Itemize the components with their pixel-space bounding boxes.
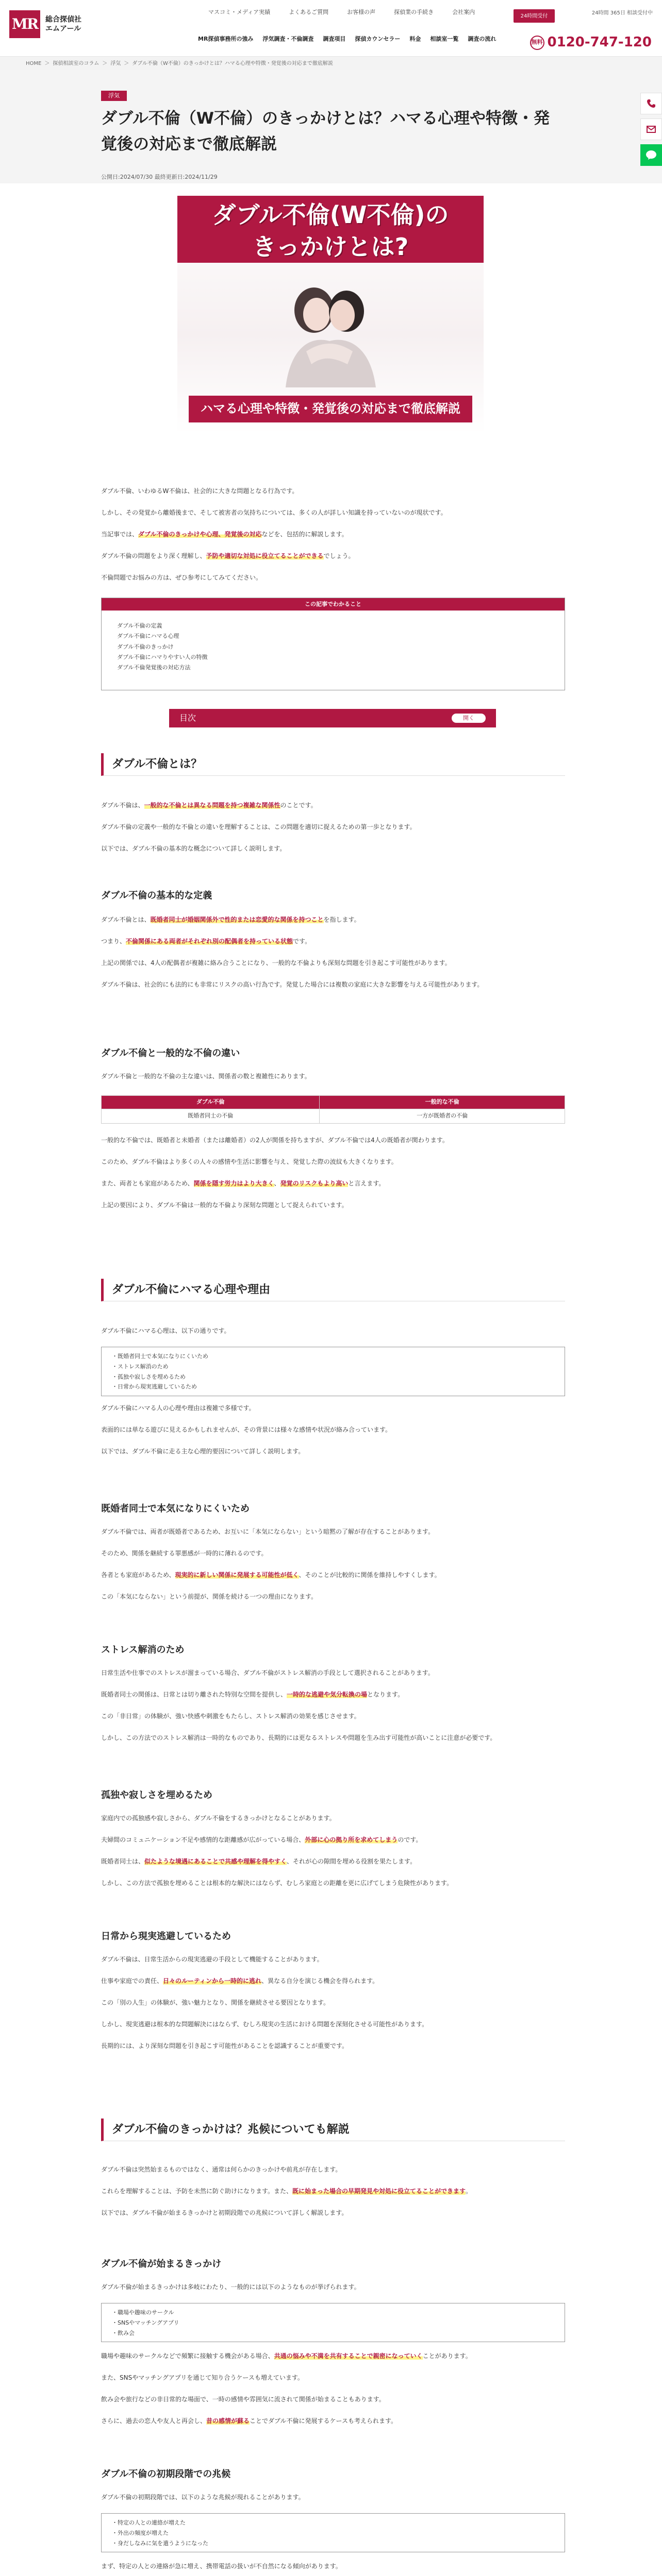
toc-bar[interactable] — [169, 709, 496, 727]
paragraph: 既婚者同士の関係は、日常とは切り離された特別な空間を提供し、一時的な逃避や気分転換の場となります。 — [101, 1691, 404, 1698]
phone-number[interactable] — [530, 30, 652, 55]
list-item: ・ 外出の頻度が増えた — [112, 2528, 554, 2538]
hero-image — [177, 187, 484, 434]
subsection-heading: ストレス解消のため — [101, 1645, 185, 1655]
nav-link-media[interactable]: マスコミ・メディア実績 — [208, 9, 271, 15]
mail-icon — [646, 124, 656, 134]
paragraph: そのため、関係を継続する罪悪感が一時的に薄れるのです。 — [101, 1550, 268, 1557]
hero-subtitle: ハマる心理や特徴・発覚後の対応まで徹底解説 — [189, 396, 472, 422]
breadcrumb-column[interactable]: 探偵相談室のコラム — [53, 60, 100, 66]
paragraph: しかし、この方法でのストレス解消は一時的なものであり、長期的には更なるストレスや問題を生み出す可能性が高いことに注意が必要です。 — [101, 1734, 496, 1741]
summary-box — [101, 598, 565, 690]
paragraph: しかし、この方法で孤独を埋めることは根本的な解決にはならず、むしろ家庭との距離を更に広げてしまう危険性があります。 — [101, 1879, 453, 1887]
paragraph: この「別の人生」の体験が、強い魅力となり、関係を継続させる要因となります。 — [101, 1999, 330, 2006]
paragraph: 夫婦間のコミュニケーション不足や感情的な距離感が広がっている場合、外部に心の拠り所を求めてしまうのです。 — [101, 1836, 422, 1843]
paragraph: まず、特定の人との連絡が急に増え、携帯電話の扱いが不自然になる傾向があります。 — [101, 2563, 342, 2570]
nav-item-flow[interactable]: 調査の流れ — [468, 36, 496, 42]
intro-p3: 当記事では、ダブル不倫のきっかけや心理、発覚後の対応などを、包括的に解説します。 — [101, 531, 348, 538]
paragraph: 日常生活や仕事でのストレスが溜まっている場合、ダブル不倫がストレス解消の手段として選択されることがあります。 — [101, 1669, 434, 1676]
hours-text: 24時間 365日 相談受付中 — [591, 10, 653, 16]
paragraph: 以下では、ダブル不倫の基本的な概念について詳しく説明します。 — [101, 845, 286, 852]
intro-p2: しかし、その発覚から離婚後まで、そして被害者の気持ちについては、多くの人が詳しい知識を持っていないのが現状です。 — [101, 509, 447, 516]
summary-item: ダブル不倫のきっかけ — [117, 643, 174, 650]
paragraph: 各者とも家庭があるため、現実的に新しい関係に発展する可能性が低く、そのことが比較的に関係を維持しやすくします。 — [101, 1571, 441, 1579]
list-item: ・ 孤独や寂しさを埋めるため — [112, 1372, 554, 1382]
site-logo[interactable] — [9, 10, 81, 38]
subsection-heading: 孤独や寂しさを埋めるため — [101, 1790, 212, 1801]
logo-line2: エムアール — [45, 25, 81, 33]
nav-item-affair-survey[interactable]: 浮気調査・不倫調査 — [262, 36, 314, 42]
paragraph: ダブル不倫と一般的な不倫の主な違いは、関係者の数と複雑性にあります。 — [101, 1073, 311, 1080]
page-title: ダブル不倫（W不倫）のきっかけとは？ハマる心理や特徴・発覚後の対応まで徹底解説 — [101, 109, 550, 154]
nav-link-company[interactable]: 会社案内 — [452, 9, 475, 15]
nav-item-price[interactable]: 料金 — [409, 36, 421, 42]
section-heading: ダブル不倫とは？ — [101, 753, 565, 776]
summary-item: ダブル不倫の定義 — [117, 622, 162, 629]
phone-icon — [646, 98, 656, 109]
paragraph: ダブル不倫の初期段階では、以下のような兆候が現れることがあります。 — [101, 2494, 305, 2501]
paragraph: 以下では、ダブル不倫に走る主な心理的要因について詳しく説明します。 — [101, 1448, 305, 1455]
section-heading: ダブル不倫にハマる心理や理由 — [101, 1279, 565, 1301]
list-item: ・ 日常から現実逃避しているため — [112, 1382, 554, 1392]
paragraph: この「本気にならない」という前提が、関係を続ける一つの理由になります。 — [101, 1593, 318, 1600]
summary-item: ダブル不倫発覚後の対応方法 — [117, 664, 191, 671]
paragraph: ダブル不倫にハマる心理は、以下の通りです。 — [101, 1327, 230, 1334]
subsection-heading: ダブル不倫の基本的な定義 — [101, 890, 212, 901]
phone-number-text: 0120-747-120 — [547, 35, 652, 50]
list-item: ・ 身だしなみに気を遣うようになった — [112, 2538, 554, 2549]
paragraph: 長期的には、より深刻な問題を引き起こす可能性があることを認識することが重要です。 — [101, 2042, 349, 2049]
list-item: ・ 既婚者同士で本気になりにくいため — [112, 1351, 554, 1362]
nav-item-survey-items[interactable]: 調査項目 — [323, 36, 346, 42]
summary-item: ダブル不倫にハマりやすい人の特徴 — [117, 654, 208, 661]
published-date: 公開日:2024/07/30 — [101, 174, 153, 180]
subsection-heading: 日常から現実逃避しているため — [101, 1931, 231, 1942]
intro-p4: ダブル不倫の問題をより深く理解し、予防や適切な対処に役立てることができるでしょう。 — [101, 552, 355, 560]
subsection-heading: ダブル不倫の初期段階での兆候 — [101, 2469, 231, 2480]
subsection-heading: 既婚者同士で本気になりにくいため — [101, 1503, 250, 1514]
site-header — [0, 0, 662, 57]
breadcrumb-category[interactable]: 浮気 — [110, 60, 121, 66]
sign-list — [101, 2513, 565, 2552]
paragraph: ダブル不倫では、両者が既婚者であるため、お互いに「本気にならない」という暗黙の了解が存在することがあります。 — [101, 1528, 435, 1535]
paragraph: 仕事や家庭での責任、日々のルーティンから一時的に逃れ、異なる自分を演じる機会を得られます。 — [101, 1977, 379, 1985]
list-item: ・ 特定の人との連絡が増えた — [112, 2518, 554, 2528]
nav-link-procedure[interactable]: 探偵業の手続き — [394, 9, 434, 15]
top-nav — [208, 7, 475, 18]
logo-mark: MR — [9, 10, 40, 38]
breadcrumb: HOME ＞ 探偵相談室のコラム ＞ 浮気 ＞ ダブル不倫（W不倫）のきっかけとは？ハマる心理や特徴・発覚後の対応まで徹底解説 — [0, 57, 662, 70]
paragraph: 上記の要因により、ダブル不倫は一般的な不倫より深刻な問題として捉えられています。 — [101, 1201, 348, 1209]
table-header: 一般的な不倫 — [320, 1096, 565, 1109]
paragraph: 表面的には単なる遊びに見えるかもしれませんが、その背景には様々な感情や状況が絡み合っています。 — [101, 1426, 392, 1433]
trigger-list — [101, 2303, 565, 2342]
side-phone-button[interactable] — [640, 93, 662, 114]
side-line-button[interactable] — [640, 144, 662, 166]
reason-list — [101, 1347, 565, 1396]
updated-date: 最終更新日:2024/11/29 — [154, 174, 218, 180]
intro-p1: ダブル不倫、いわゆるW不倫は、社会的に大きな問題となる行為です。 — [101, 487, 299, 495]
paragraph: ダブル不倫にハマる人の心理や理由は複雑で多様です。 — [101, 1404, 255, 1412]
article-dates — [101, 172, 218, 183]
comparison-table — [101, 1095, 565, 1124]
toc-open-button[interactable]: 開く — [452, 714, 486, 723]
paragraph: このため、ダブル不倫はより多くの人々の感情や生活に影響を与え、発覚した際の波紋も大きくなります。 — [101, 1158, 398, 1165]
paragraph: ダブル不倫は、日常生活からの現実逃避の手段として機能することがあります。 — [101, 1956, 323, 1963]
list-item: ・ SNSやマッチングアプリ — [112, 2318, 554, 2328]
breadcrumb-current: ダブル不倫（W不倫）のきっかけとは？ハマる心理や特徴・発覚後の対応まで徹底解説 — [132, 60, 333, 66]
free-badge: 無料 — [530, 36, 544, 50]
paragraph: ダブル不倫は、一般的な不倫とは異なる問題を持つ複雑な関係性のことです。 — [101, 802, 317, 809]
toc-label: 目次 — [179, 713, 196, 723]
hero-title: ダブル不倫(W不倫)の きっかけとは? — [212, 201, 449, 261]
paragraph: つまり、不倫関係にある両者がそれぞれ別の配偶者を持っている状態です。 — [101, 938, 311, 945]
summary-title: この記事でわかること — [102, 598, 565, 611]
couple-illustration — [265, 274, 394, 387]
list-item: ・ 飲み会 — [112, 2328, 554, 2338]
paragraph: この「非日常」の体験が、強い快感や刺激をもたらし、ストレス解消の効果を感じさせます。 — [101, 1713, 360, 1720]
paragraph: ダブル不倫の定義や一般的な不倫との違いを理解することは、この問題を適切に捉えるための第一歩となります。 — [101, 823, 416, 831]
logo-line1: 総合探偵社 — [45, 15, 81, 24]
paragraph: 飲み会や旅行などの非日常的な場面で、一時の感情や雰囲気に流されて関係が始まることもあります。 — [101, 2396, 385, 2403]
subsection-heading: ダブル不倫と一般的な不倫の違い — [101, 1048, 240, 1059]
paragraph: 上記の関係では、4人の配偶者が複雑に絡み合うことになり、一般的な不倫よりも深刻な問題を引き起こす可能性があります。 — [101, 959, 451, 967]
paragraph: 以下では、ダブル不倫が始まるきっかけと初期段階での兆候について詳しく解説します。 — [101, 2209, 348, 2216]
list-item: ・ ストレス解消のため — [112, 1362, 554, 1372]
table-cell: 一方が既婚者の不倫 — [320, 1109, 565, 1124]
summary-item: ダブル不倫にハマる心理 — [117, 633, 179, 640]
paragraph: ダブル不倫は、社会的にも法的にも非常にリスクの高い行為です。発覚した場合には複数の家庭に大きな影響を与える可能性があります。 — [101, 981, 484, 988]
paragraph: 職場や趣味のサークルなどで頻繁に接触する機会がある場合、共通の悩みや不満を共有することで親密になっていくことがあります。 — [101, 2352, 472, 2360]
paragraph: ダブル不倫は突然始まるものではなく、通常は何らかのきっかけや前兆が存在します。 — [101, 2166, 342, 2173]
nav-link-voice[interactable]: お客様の声 — [347, 9, 376, 15]
paragraph: ダブル不倫が始まるきっかけは多岐にわたり、一般的には以下のようなものが挙げられます。 — [101, 2283, 360, 2291]
paragraph: これらを理解することは、予防を未然に防ぐ助けになります。また、既に始まった場合の早期発見や対処に役立てることができます。 — [101, 2188, 472, 2195]
nav-item-rooms[interactable]: 相談室一覧 — [430, 36, 459, 42]
intro-p5: 不倫問題でお悩みの方は、ぜひ参考にしてみてください。 — [101, 574, 262, 581]
paragraph: 家庭内での孤独感や寂しさから、ダブル不倫をするきっかけとなることがあります。 — [101, 1815, 336, 1822]
nav-link-faq[interactable]: よくあるご質問 — [289, 9, 329, 15]
paragraph: また、両者とも家庭があるため、関係を隠す労力はより大きく、発覚のリスクもより高いと言えます。 — [101, 1180, 385, 1187]
paragraph: 一般的な不倫では、既婚者と未婚者（または離婚者）の2人が関係を持ちますが、ダブル不倫では4人の既婚者が関わります。 — [101, 1137, 449, 1144]
category-tag[interactable]: 浮気 — [101, 91, 127, 101]
paragraph: ダブル不倫とは、既婚者同士が婚姻関係外で性的または恋愛的な関係を持つことを指します。 — [101, 916, 360, 923]
main-nav — [198, 34, 496, 45]
paragraph: 既婚者同士は、似たような境遇にあることで共感や理解を得やすく、それが心の隙間を埋める役割を果たします。 — [101, 1858, 417, 1865]
paragraph: さらに、過去の恋人や友人と再会し、昔の感情が蘇ることでダブル不倫に発展するケースも考えられます。 — [101, 2417, 397, 2425]
paragraph: しかし、現実逃避は根本的な問題解決にはならず、むしろ現実の生活における問題を深刻化させる可能性があります。 — [101, 2021, 428, 2028]
nav-item-strength[interactable]: MR探偵事務所の強み — [198, 36, 254, 42]
consult-button[interactable]: 24時間受付 — [514, 9, 555, 23]
list-item: ・ 職場や趣味のサークル — [112, 2308, 554, 2318]
table-header: ダブル不倫 — [102, 1096, 320, 1109]
title-band — [0, 70, 662, 183]
breadcrumb-home[interactable]: HOME — [26, 60, 42, 66]
side-mail-button[interactable] — [640, 118, 662, 140]
line-icon — [646, 150, 657, 160]
paragraph: また、SNSやマッチングアプリを通じて知り合うケースも増えています。 — [101, 2374, 304, 2381]
table-cell: 既婚者同士の不倫 — [102, 1109, 320, 1124]
subsection-heading: ダブル不倫が始まるきっかけ — [101, 2259, 222, 2269]
section-heading: ダブル不倫のきっかけは？兆候についても解説 — [101, 2119, 565, 2141]
nav-item-counselor[interactable]: 探偵カウンセラー — [355, 36, 401, 42]
